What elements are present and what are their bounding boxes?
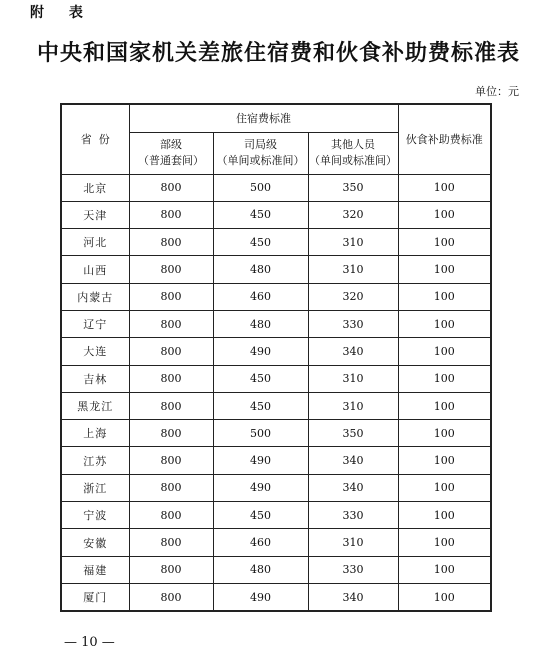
province-cell: 辽宁 bbox=[61, 310, 129, 337]
bureau-rate-cell: 500 bbox=[213, 420, 308, 447]
header-other-line2: （单间或标准间） bbox=[309, 154, 398, 167]
other-rate-cell: 340 bbox=[308, 474, 398, 501]
other-rate-cell: 350 bbox=[308, 174, 398, 201]
minister-rate-cell: 800 bbox=[129, 583, 213, 611]
table-row bbox=[61, 556, 491, 583]
province-cell: 北京 bbox=[61, 174, 129, 201]
minister-rate-cell: 800 bbox=[129, 392, 213, 419]
meal-allowance-cell: 100 bbox=[398, 474, 491, 501]
header-minister-line2: （普通套间） bbox=[138, 154, 204, 167]
province-cell: 吉林 bbox=[61, 365, 129, 392]
other-rate-cell: 310 bbox=[308, 256, 398, 283]
header-bureau bbox=[213, 132, 308, 174]
table-row bbox=[61, 310, 491, 337]
province-cell: 山西 bbox=[61, 256, 129, 283]
minister-rate-cell: 800 bbox=[129, 556, 213, 583]
province-cell: 厦门 bbox=[61, 583, 129, 611]
province-cell: 河北 bbox=[61, 229, 129, 256]
minister-rate-cell: 800 bbox=[129, 365, 213, 392]
minister-rate-cell: 800 bbox=[129, 229, 213, 256]
minister-rate-cell: 800 bbox=[129, 338, 213, 365]
meal-allowance-cell: 100 bbox=[398, 392, 491, 419]
other-rate-cell: 330 bbox=[308, 502, 398, 529]
header-province: 省 份 bbox=[61, 104, 129, 174]
table-row bbox=[61, 502, 491, 529]
bureau-rate-cell: 480 bbox=[213, 310, 308, 337]
meal-allowance-cell: 100 bbox=[398, 283, 491, 310]
header-other-line1: 其他人员 bbox=[331, 138, 376, 151]
province-cell: 天津 bbox=[61, 201, 129, 228]
table-row bbox=[61, 174, 491, 201]
minister-rate-cell: 800 bbox=[129, 502, 213, 529]
minister-rate-cell: 800 bbox=[129, 174, 213, 201]
province-cell: 上海 bbox=[61, 420, 129, 447]
meal-allowance-cell: 100 bbox=[398, 556, 491, 583]
bureau-rate-cell: 490 bbox=[213, 583, 308, 611]
province-cell: 内蒙古 bbox=[61, 283, 129, 310]
page-number: — 10 — bbox=[64, 635, 115, 650]
other-rate-cell: 310 bbox=[308, 229, 398, 256]
minister-rate-cell: 800 bbox=[129, 283, 213, 310]
minister-rate-cell: 800 bbox=[129, 310, 213, 337]
minister-rate-cell: 800 bbox=[129, 447, 213, 474]
table-row bbox=[61, 256, 491, 283]
table-row bbox=[61, 283, 491, 310]
header-bureau-line1: 司局级 bbox=[244, 138, 277, 151]
other-rate-cell: 320 bbox=[308, 201, 398, 228]
other-rate-cell: 350 bbox=[308, 420, 398, 447]
header-other bbox=[308, 132, 398, 174]
header-lodging: 住宿费标准 bbox=[129, 104, 398, 132]
header-meal: 伙食补助费标准 bbox=[398, 104, 491, 174]
meal-allowance-cell: 100 bbox=[398, 502, 491, 529]
table-row bbox=[61, 229, 491, 256]
other-rate-cell: 330 bbox=[308, 556, 398, 583]
table-row bbox=[61, 365, 491, 392]
province-cell: 安徽 bbox=[61, 529, 129, 556]
header-bureau-line2: （单间或标准间） bbox=[216, 154, 305, 167]
meal-allowance-cell: 100 bbox=[398, 229, 491, 256]
province-cell: 浙江 bbox=[61, 474, 129, 501]
table-row bbox=[61, 447, 491, 474]
unit-label: 单位：元 bbox=[475, 85, 519, 98]
bureau-rate-cell: 450 bbox=[213, 502, 308, 529]
standards-table bbox=[60, 103, 492, 612]
meal-allowance-cell: 100 bbox=[398, 174, 491, 201]
bureau-rate-cell: 500 bbox=[213, 174, 308, 201]
table-row bbox=[61, 474, 491, 501]
bureau-rate-cell: 480 bbox=[213, 556, 308, 583]
bureau-rate-cell: 480 bbox=[213, 256, 308, 283]
bureau-rate-cell: 490 bbox=[213, 474, 308, 501]
meal-allowance-cell: 100 bbox=[398, 201, 491, 228]
meal-allowance-cell: 100 bbox=[398, 420, 491, 447]
bureau-rate-cell: 450 bbox=[213, 201, 308, 228]
other-rate-cell: 320 bbox=[308, 283, 398, 310]
bureau-rate-cell: 450 bbox=[213, 392, 308, 419]
other-rate-cell: 340 bbox=[308, 447, 398, 474]
meal-allowance-cell: 100 bbox=[398, 256, 491, 283]
minister-rate-cell: 800 bbox=[129, 474, 213, 501]
table-row bbox=[61, 529, 491, 556]
table-body bbox=[61, 174, 491, 611]
province-cell: 黑龙江 bbox=[61, 392, 129, 419]
bureau-rate-cell: 460 bbox=[213, 529, 308, 556]
minister-rate-cell: 800 bbox=[129, 529, 213, 556]
table-row bbox=[61, 338, 491, 365]
other-rate-cell: 330 bbox=[308, 310, 398, 337]
meal-allowance-cell: 100 bbox=[398, 447, 491, 474]
bureau-rate-cell: 490 bbox=[213, 338, 308, 365]
document-title: 中央和国家机关差旅住宿费和伙食补助费标准表 bbox=[36, 40, 520, 66]
bureau-rate-cell: 490 bbox=[213, 447, 308, 474]
table-row bbox=[61, 420, 491, 447]
other-rate-cell: 340 bbox=[308, 338, 398, 365]
meal-allowance-cell: 100 bbox=[398, 583, 491, 611]
header-minister bbox=[129, 132, 213, 174]
meal-allowance-cell: 100 bbox=[398, 338, 491, 365]
bureau-rate-cell: 460 bbox=[213, 283, 308, 310]
minister-rate-cell: 800 bbox=[129, 420, 213, 447]
bureau-rate-cell: 450 bbox=[213, 365, 308, 392]
header-minister-line1: 部级 bbox=[160, 138, 182, 151]
meal-allowance-cell: 100 bbox=[398, 310, 491, 337]
other-rate-cell: 310 bbox=[308, 529, 398, 556]
other-rate-cell: 310 bbox=[308, 365, 398, 392]
minister-rate-cell: 800 bbox=[129, 256, 213, 283]
table-row bbox=[61, 392, 491, 419]
meal-allowance-cell: 100 bbox=[398, 365, 491, 392]
province-cell: 江苏 bbox=[61, 447, 129, 474]
province-cell: 福建 bbox=[61, 556, 129, 583]
province-cell: 宁波 bbox=[61, 502, 129, 529]
bureau-rate-cell: 450 bbox=[213, 229, 308, 256]
other-rate-cell: 340 bbox=[308, 583, 398, 611]
province-cell: 大连 bbox=[61, 338, 129, 365]
other-rate-cell: 310 bbox=[308, 392, 398, 419]
table-row bbox=[61, 583, 491, 611]
minister-rate-cell: 800 bbox=[129, 201, 213, 228]
meal-allowance-cell: 100 bbox=[398, 529, 491, 556]
appendix-label: 附 表 bbox=[30, 5, 93, 21]
table-row bbox=[61, 201, 491, 228]
